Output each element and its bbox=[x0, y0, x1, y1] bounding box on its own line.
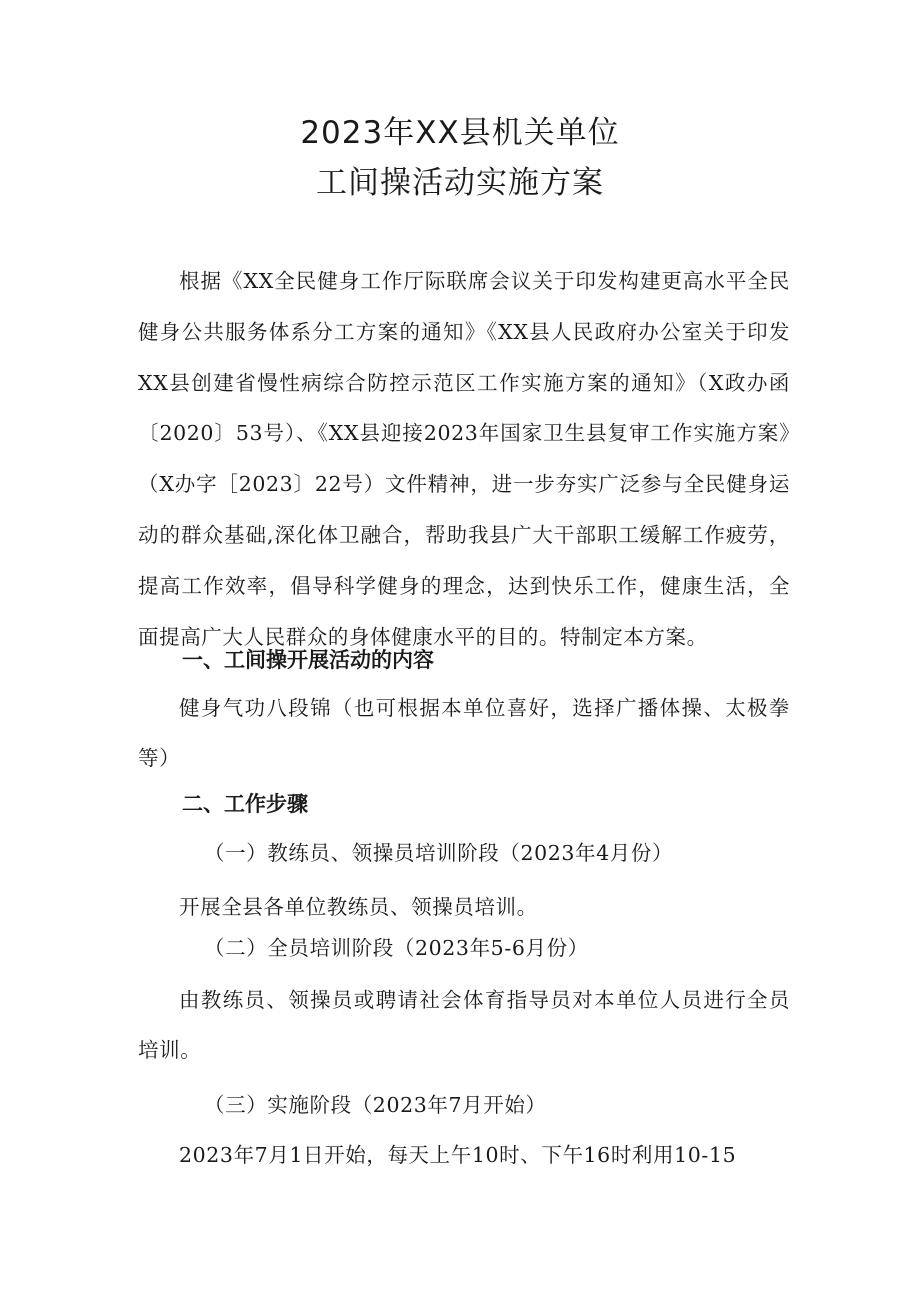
section2-heading: 二、工作步骤 bbox=[182, 792, 308, 816]
document-title-line2: 工间操活动实施方案 bbox=[316, 165, 604, 201]
section1-heading: 一、工间操开展活动的内容 bbox=[182, 648, 434, 672]
intro-paragraph: 根据《XX全民健身工作厅际联席会议关于印发构建更高水平全民健身公共服务体系分工方案的通知》《XX县人民政府办公室关于印发XX县创建省慢性病综合防控示范区工作实施方案的通知》（X政办函〔2020〕53号）、《XX县迎接2023年国家卫生县复审工作实施方案》（X办字［2023〕22号）文件精神，进一步夯实广泛参与全民健身运动的群众基础,深化体卫融合，帮助我县广大干部职工缓解工作疲劳，提高工作效率，倡导科学健身的理念，达到快乐工作，健康生活，全面提高广大人民群众的身体健康水平的目的。特制定本方案。 bbox=[138, 269, 790, 649]
step2-title: （二）全员培训阶段（2023年5-6月份） bbox=[204, 936, 589, 960]
step3-paragraph: 2023年7月1日开始，每天上午10时、下午16时利用10-15 bbox=[179, 1143, 737, 1167]
document-title-line1: 2023年XX县机关单位 bbox=[300, 115, 620, 151]
step1-title: （一）教练员、领操员培训阶段（2023年4月份） bbox=[204, 841, 674, 865]
step3-title: （三）实施阶段（2023年7月开始） bbox=[204, 1093, 547, 1117]
section1-paragraph: 健身气功八段锦（也可根据本单位喜好，选择广播体操、太极拳等） bbox=[138, 696, 790, 770]
step1-paragraph: 开展全县各单位教练员、领操员培训。 bbox=[179, 895, 538, 919]
step2-paragraph: 由教练员、领操员或聘请社会体育指导员对本单位人员进行全员培训。 bbox=[138, 988, 790, 1062]
